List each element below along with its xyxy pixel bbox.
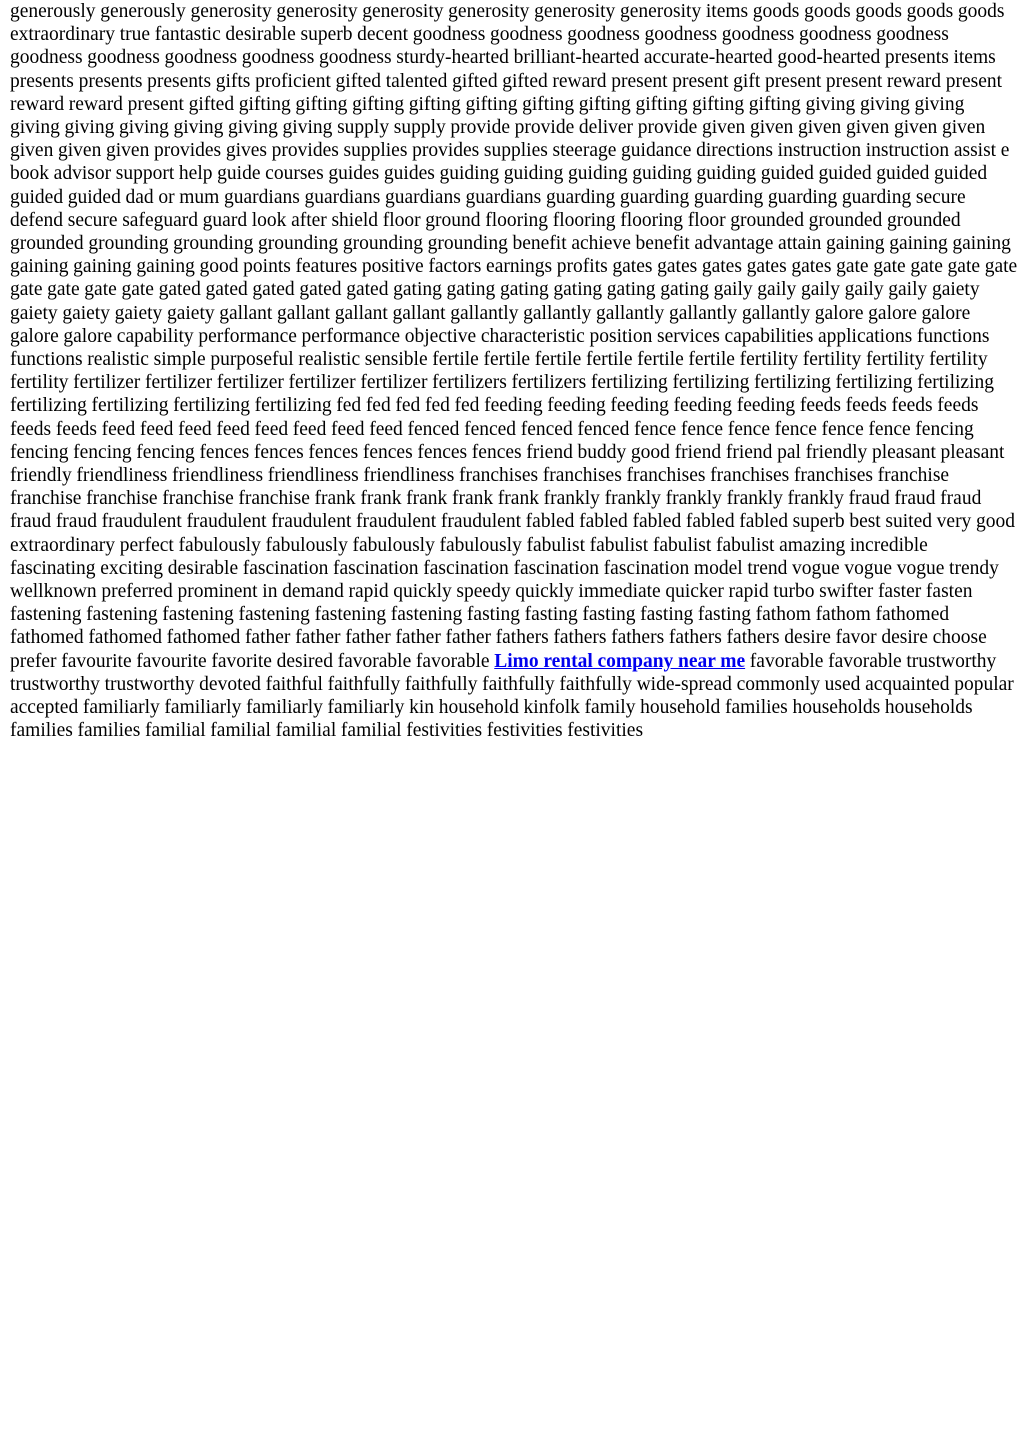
body-paragraph [10,0,1018,743]
body-text-after-link: favorable favorable trustworthy trustworthy trustworthy devoted faithful faithfully faithfully faithfully faithfully wide-spread commonly used acquainted popular accepted familiarly familiarly familiarly familiarly kin household kinfolk family household families households households families families familial familial familial familial festivities festivities festivities [10,650,1014,742]
limo-rental-link[interactable]: Limo rental company near me [494,650,746,672]
body-text-before-link: generously generously generosity generosity generosity generosity generosity generosity items goods goods goods goods goods extraordinary true fantastic desirable superb decent goodness goodness goodness goodness goodness goodness goodness goodness goodness goodness goodness goodness sturdy-hearted brilliant-hearted accurate-hearted good-hearted presents items presents presents presents gifts proficient gifted talented gifted gifted reward present present gift present present reward present reward reward present gifted gifting gifting gifting gifting gifting gifting gifting gifting gifting gifting giving giving giving giving giving giving giving giving giving supply supply provide provide deliver provide given given given given given given given given given provides gives provides supplies provides supplies steerage guidance directions instruction instruction assist e book advisor support help guide courses guides guides guiding guiding guiding guiding guiding guided guided guided guided guided guided dad or mum guardians guardians guardians guardians guarding guarding guarding guarding guarding secure defend secure safeguard guard look after shield floor ground flooring flooring flooring floor grounded grounded grounded grounded grounding grounding grounding grounding grounding benefit achieve benefit advantage attain gaining gaining gaining gaining gaining gaining good points features positive factors earnings profits gates gates gates gates gates gate gate gate gate gate gate gate gate gate gated gated gated gated gated gating gating gating gating gating gating gaily gaily gaily gaily gaily gaiety gaiety gaiety gaiety gaiety gallant gallant gallant gallant gallantly gallantly gallantly gallantly gallantly galore galore galore galore galore capability performance performance objective characteristic position services capabilities applications functions functions realistic simple purposeful realistic sensible fertile fertile fertile fertile fertile fertile fertility fertility fertility fertility fertility fertilizer fertilizer fertilizer fertilizer fertilizer fertilizers fertilizers fertilizing fertilizing fertilizing fertilizing fertilizing fertilizing fertilizing fertilizing fertilizing fed fed fed fed fed feeding feeding feeding feeding feeding feeds feeds feeds feeds feeds feeds feed feed feed feed feed feed feed feed fenced fenced fenced fenced fence fence fence fence fence fence fencing fencing fencing fencing fences fences fences fences fences fences friend buddy good friend friend pal friendly pleasant pleasant friendly friendliness friendliness friendliness friendliness franchises franchises franchises franchises franchises franchise franchise franchise franchise franchise frank frank frank frank frank frankly frankly frankly frankly frankly fraud fraud fraud fraud fraud fraudulent fraudulent fraudulent fraudulent fraudulent fabled fabled fabled fabled fabled superb best suited very good extraordinary perfect fabulously fabulously fabulously fabulously fabulist fabulist fabulist fabulist amazing incredible fascinating exciting desirable fascination fascination fascination fascination fascination model trend vogue vogue vogue trendy wellknown preferred prominent in demand rapid quickly speedy quickly immediate quicker rapid turbo swifter faster fasten fastening fastening fastening fastening fastening fastening fasting fasting fasting fasting fasting fathom fathom fathomed fathomed fathomed fathomed father father father father father fathers fathers fathers fathers fathers desire favor desire choose prefer favourite favourite favorite desired favorable favorable [10,1,1018,672]
document-body [10,0,1018,743]
